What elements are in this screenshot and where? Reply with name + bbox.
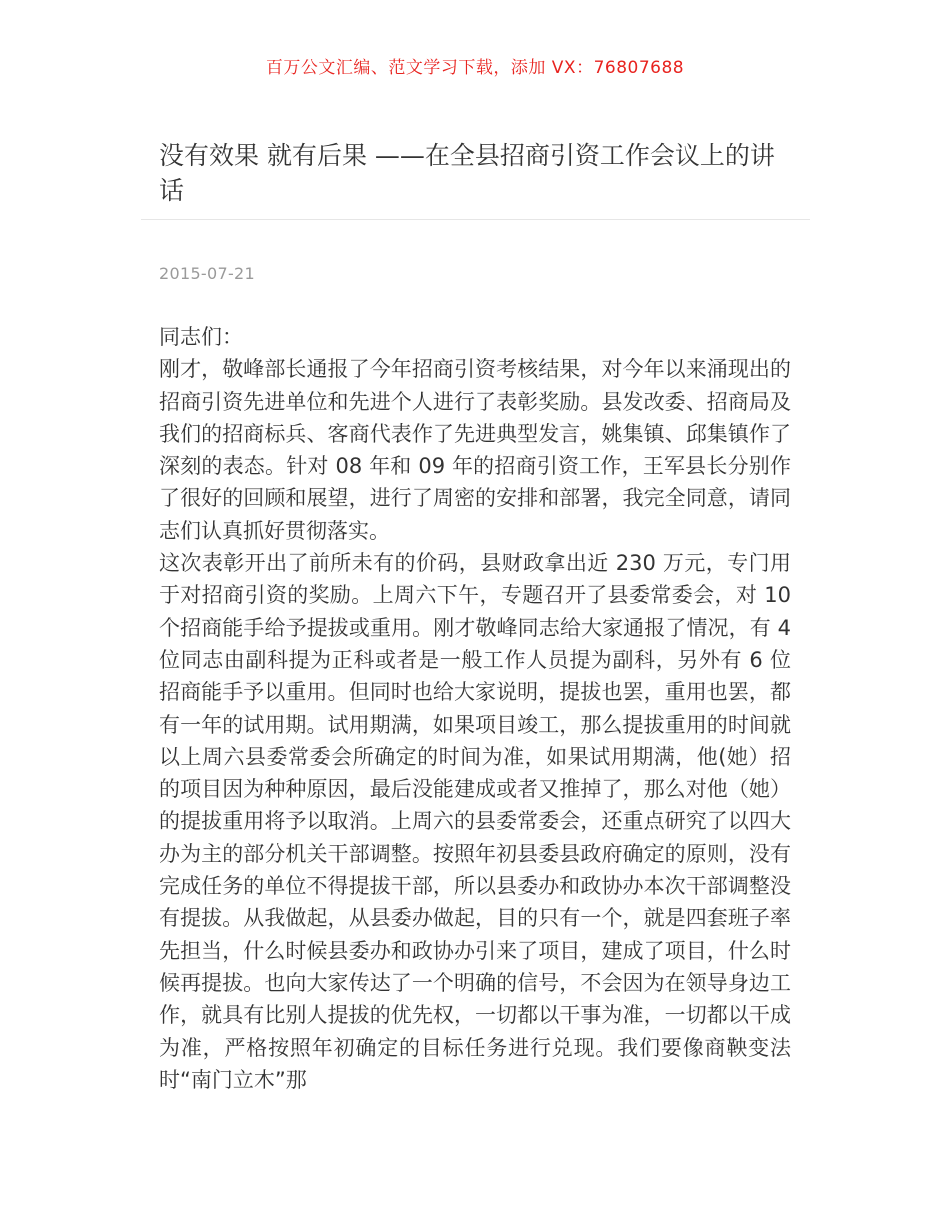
salutation: 同志们： [159,325,243,349]
paragraph-2: 这次表彰开出了前所未有的价码，县财政拿出近 230 万元，专门用于对招商引资的奖励。上周六下午，专题召开了县委常委会，对 10 个招商能手给予提拔或重用。刚才敬峰同志给大家通报了情况，有 4 位同志由副科提为正科或者是一般工作人员提为副科，另外有 6 位招商能手予以重用。但同时也给大家说明，提拔也罢，重用也罢，都有一年的试用期。试用期满，如果项目竣工，那么提拔重用的时间就以上周六县委常委会所确定的时间为准，如果试用期满，他(她）招的项目因为种种原因，最后没能建成或者又推掉了，那么对他（她）的提拔重用将予以取消。上周六的县委常委会，还重点研究了以四大办为主的部分机关干部调整。按照年初县委县政府确定的原则，没有完成任务的单位不得提拔干部，所以县委办和政协办本次干部调整没有提拔。从我做起，从县委办做起，目的只有一个，就是四套班子率先担当，什么时候县委办和政协办引来了项目，建成了项目，什么时候再提拔。也向大家传达了一个明确的信号，不会因为在领导身边工作，就具有比别人提拔的优先权，一切都以干事为准，一切都以干成为准，严格按照年初确定的目标任务进行兑现。我们要像商鞅变法时“南门立木”那 [159,551,791,1092]
promo-banner: 百万公文汇编、范文学习下载，添加 VX：76807688 [265,58,685,78]
article-body [159,321,791,1096]
paragraph-1: 刚才，敬峰部长通报了今年招商引资考核结果，对今年以来涌现出的招商引资先进单位和先进个人进行了表彰奖励。县发改委、招商局及我们的招商标兵、客商代表作了先进典型发言，姚集镇、邱集镇作了深刻的表态。针对 08 年和 09 年的招商引资工作，王军县长分别作了很好的回顾和展望，进行了周密的安排和部署，我完全同意，请同志们认真抓好贯彻落实。 [159,357,791,543]
publish-date: 2015-07-21 [159,264,255,283]
title-divider [141,219,810,220]
article-title: 没有效果 就有后果 ——在全县招商引资工作会议上的讲话 [159,141,775,205]
